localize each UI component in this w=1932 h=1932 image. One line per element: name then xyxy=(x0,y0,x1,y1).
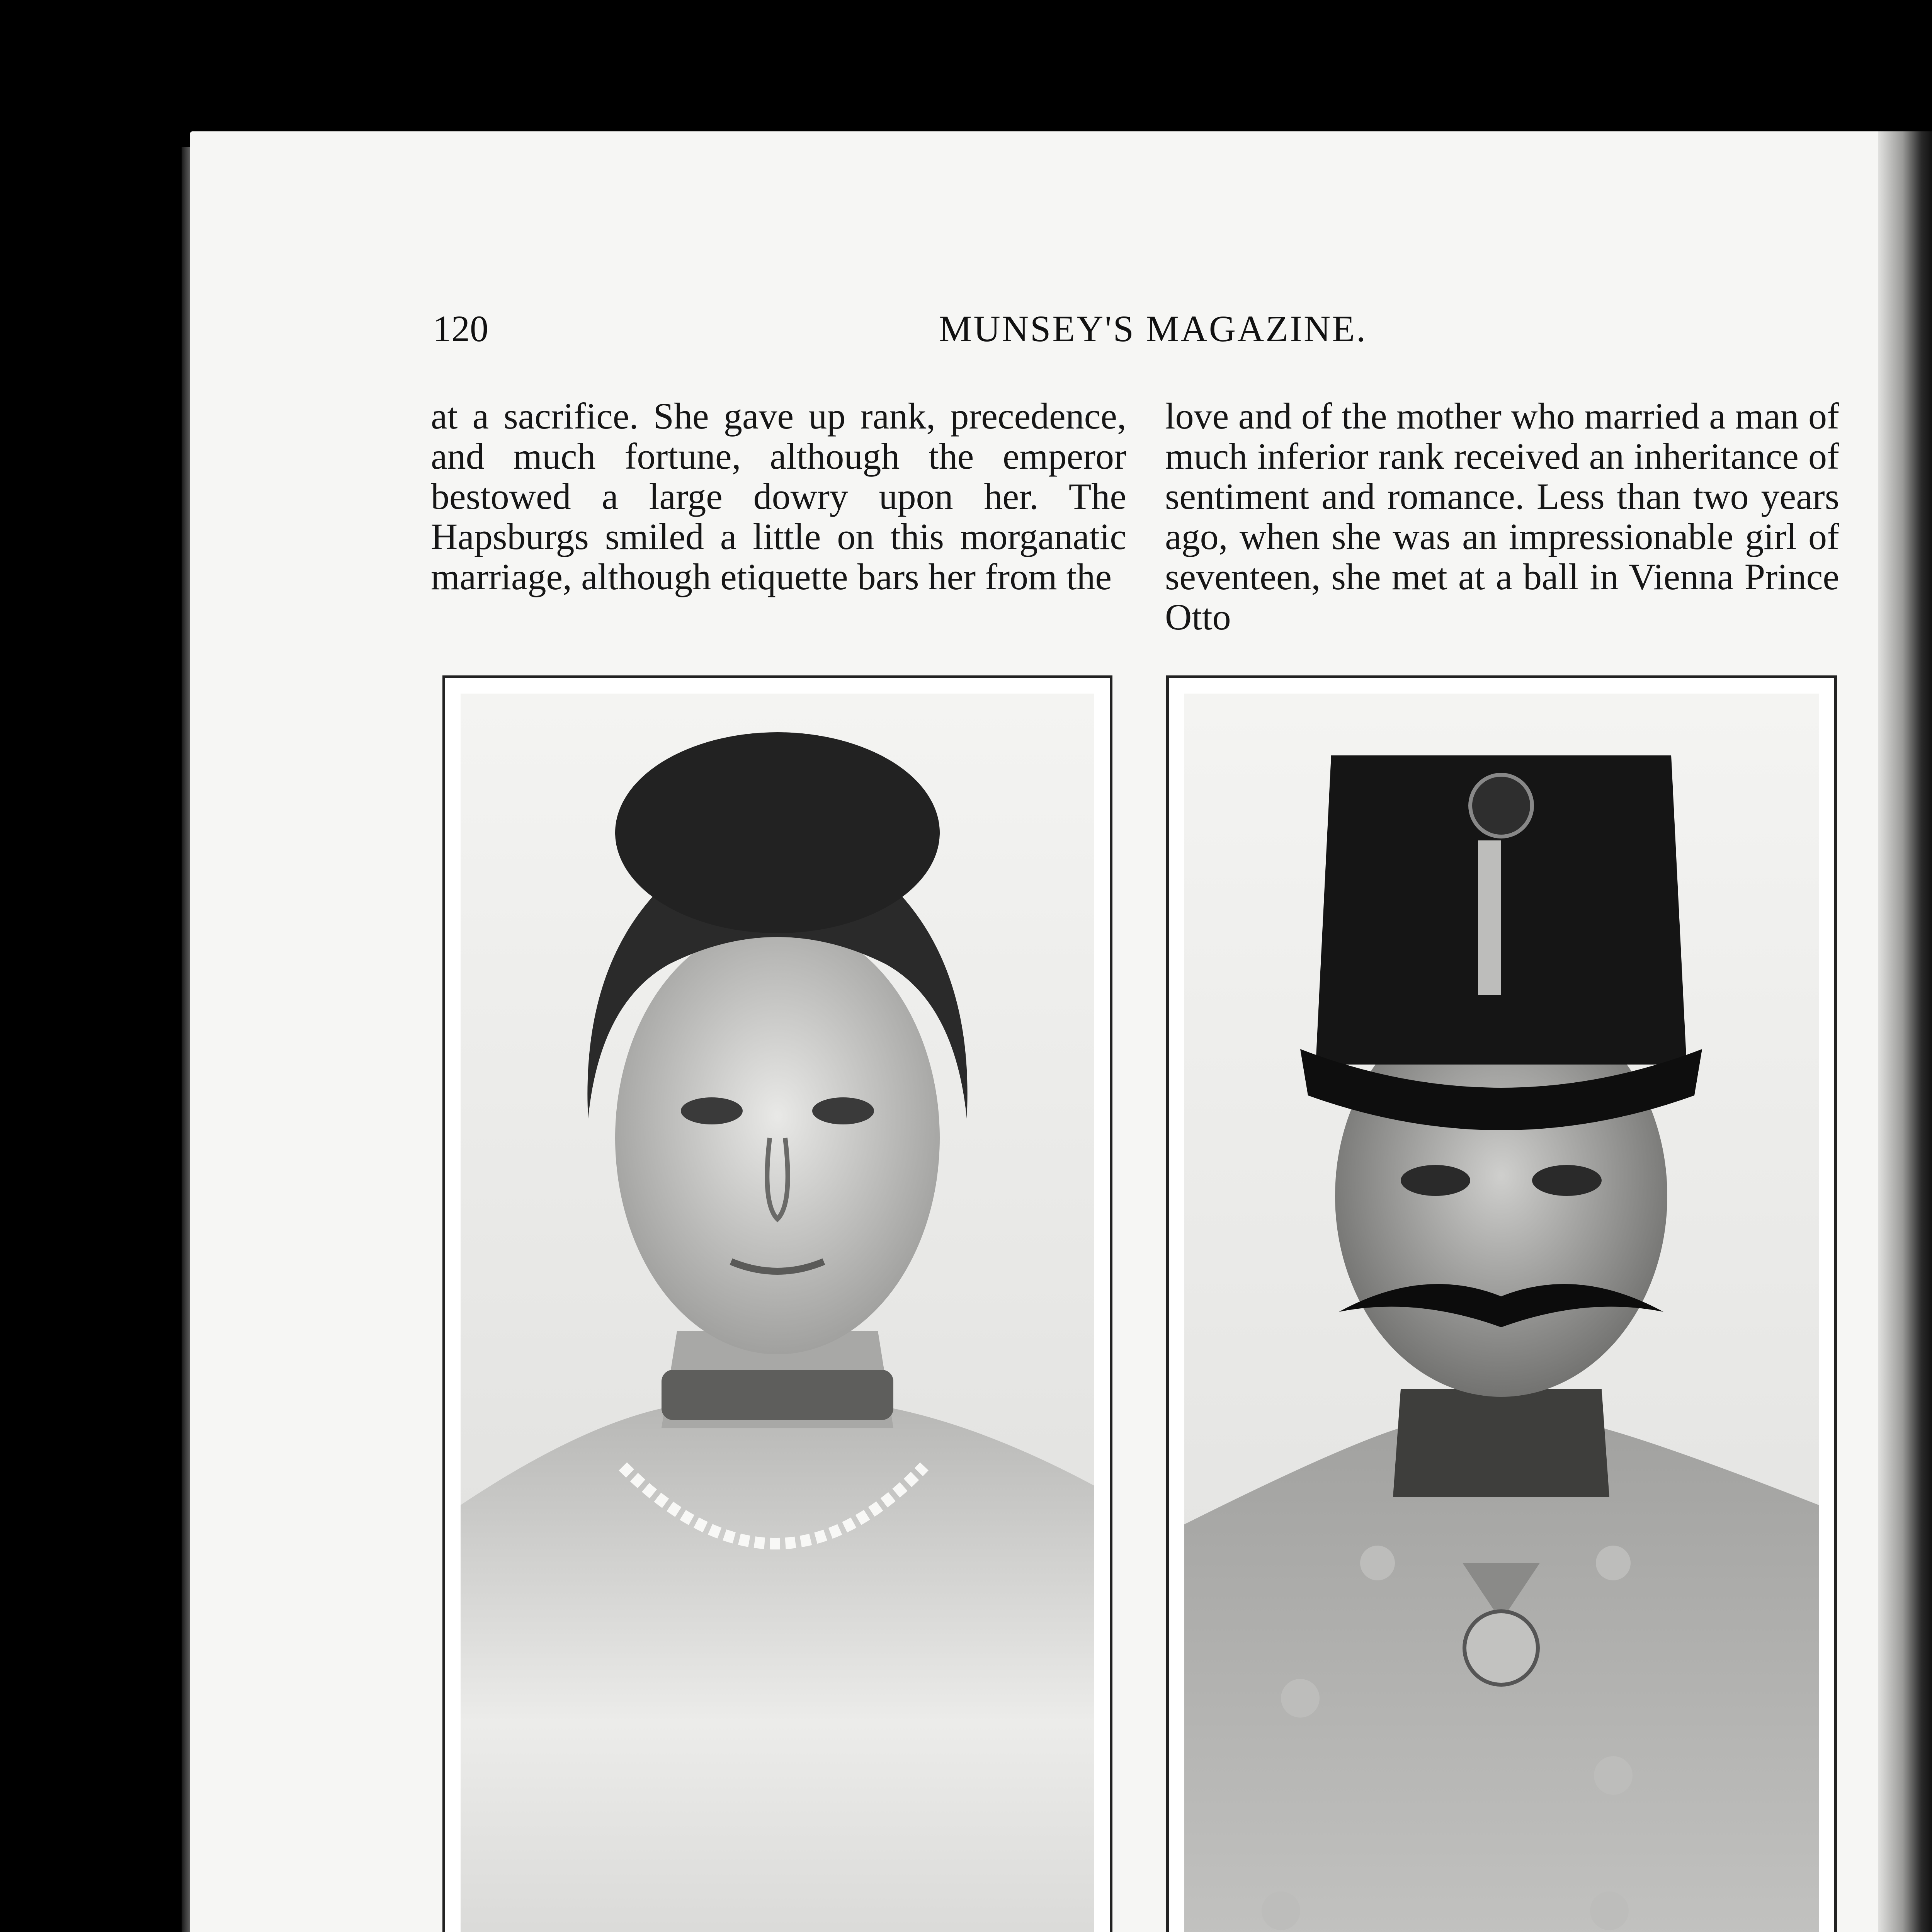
running-title: MUNSEY'S MAGAZINE. xyxy=(939,308,1367,349)
portrait-illustration xyxy=(461,694,1094,1932)
portrait-illustration xyxy=(1184,694,1819,1932)
portrait-figure-left xyxy=(442,675,1112,1932)
left-column-top xyxy=(431,396,1126,597)
portrait-photo-archduke xyxy=(1184,694,1819,1932)
right-column-top xyxy=(1165,396,1839,637)
page-gutter-shadow xyxy=(1878,131,1932,1932)
paragraph: love and of the mother who married a man of much inferior rank received an inheritance of sentiment and romance. Less than two years ago, when she was an impressionable girl of seventeen, she met at a ball in Vienna Prince Otto xyxy=(1165,395,1839,638)
portrait-photo-princess xyxy=(461,694,1094,1932)
page-header xyxy=(433,307,1839,365)
portrait-figure-right xyxy=(1166,675,1837,1932)
paragraph: at a sacrifice. She gave up rank, precedence, and much fortune, although the emperor bestowed a large dowry upon her. The Hapsburgs smiled a little on this morganatic marriage, although etiquette bars her from the xyxy=(431,395,1126,597)
page-number: 120 xyxy=(433,308,488,349)
